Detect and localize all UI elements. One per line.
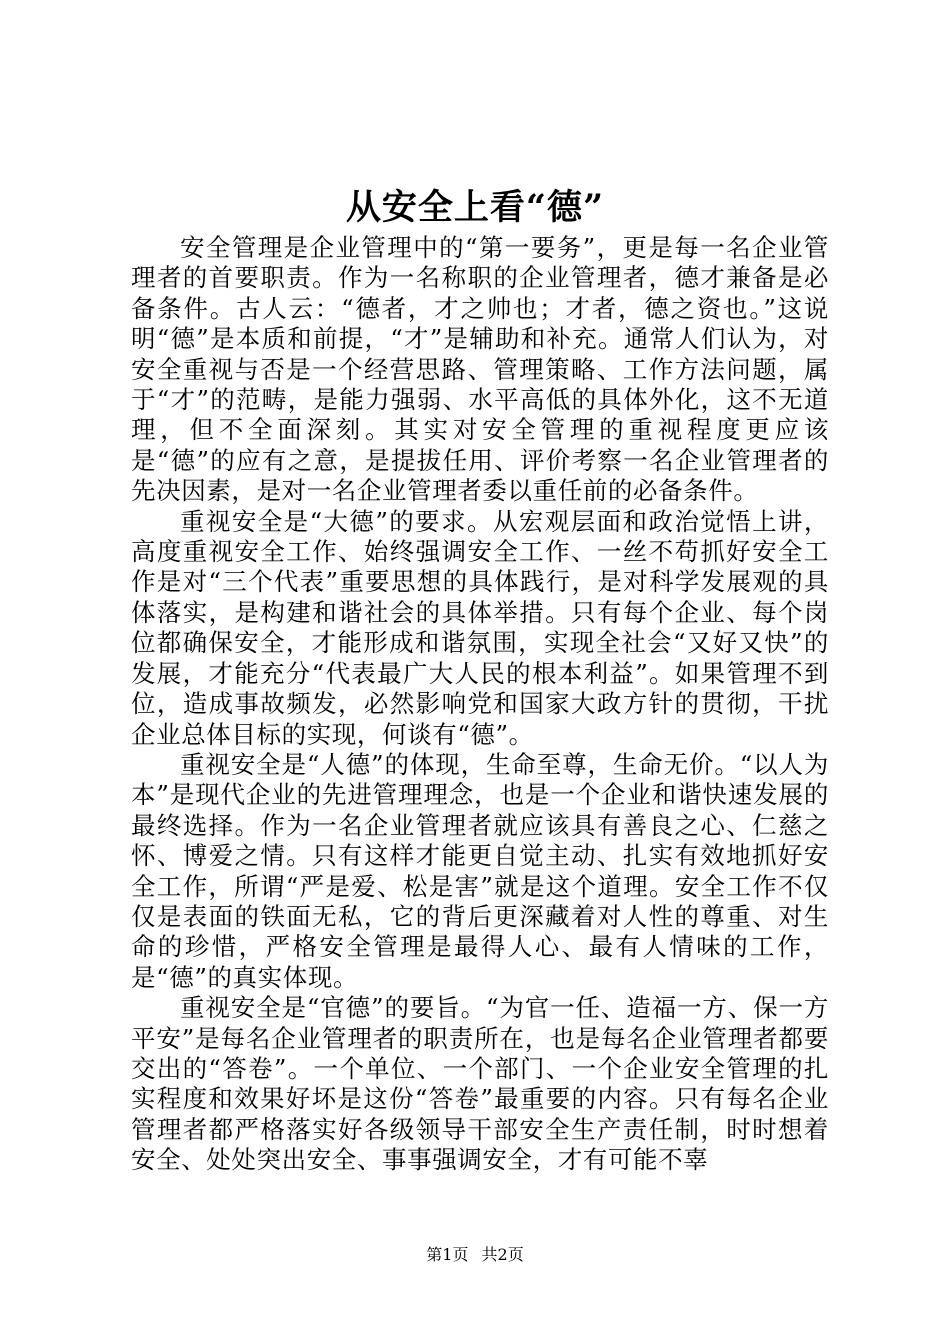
paragraph-4: 重视安全是“官德”的要旨。“为官一任、造福一方、保一方平安”是每名企业管理者的职责所在，也是每名企业管理者都要交出的“答卷”。一个单位、一个部门、一个企业安全管理的扎实程度和效果好坏是这份“答卷”最重要的内容。只有每名企业管理者都严格落实好各级领导干部安全生产责任制，时时想着安全、处处突出安全、事事强调安全，才有可能不辜 xyxy=(131,993,829,1175)
page-footer xyxy=(0,1244,950,1266)
page-number-total: 共2页 xyxy=(481,1245,524,1264)
paragraph-3: 重视安全是“人德”的体现，生命至尊，生命无价。“以人为本”是现代企业的先进管理理念，也是一个企业和谐快速发展的最终选择。作为一名企业管理者就应该具有善良之心、仁慈之怀、博爱之情。只有这样才能更自觉主动、扎实有效地抓好安全工作，所谓“严是爱、松是害”就是这个道理。安全工作不仅仅是表面的铁面无私，它的背后更深藏着对人性的尊重、对生命的珍惜，严格安全管理是最得人心、最有人情味的工作，是“德”的真实体现。 xyxy=(131,749,829,992)
page-number-current: 第1页 xyxy=(426,1245,469,1264)
document-body xyxy=(131,233,829,1176)
paragraph-2: 重视安全是“大德”的要求。从宏观层面和政治觉悟上讲，高度重视安全工作、始终强调安全工作、一丝不苟抓好安全工作是对“三个代表”重要思想的具体践行，是对科学发展观的具体落实，是构建和谐社会的具体举措。只有每个企业、每个岗位都确保安全，才能形成和谐氛围，实现全社会“又好又快”的发展，才能充分“代表最广大人民的根本利益”。如果管理不到位，造成事故频发，必然影响党和国家大政方针的贯彻，干扰企业总体目标的实现，何谈有“德”。 xyxy=(131,506,829,749)
paragraph-1: 安全管理是企业管理中的“第一要务”，更是每一名企业管理者的首要职责。作为一名称职的企业管理者，德才兼备是必备条件。古人云：“德者，才之帅也；才者，德之资也。”这说明“德”是本质和前提，“才”是辅助和补充。通常人们认为，对安全重视与否是一个经营思路、管理策略、工作方法问题，属于“才”的范畴，是能力强弱、水平高低的具体外化，这不无道理，但不全面深刻。其实对安全管理的重视程度更应该是“德”的应有之意，是提拔任用、评价考察一名企业管理者的先决因素，是对一名企业管理者委以重任前的必备条件。 xyxy=(131,233,829,506)
document-title: 从安全上看“德” xyxy=(345,187,605,228)
